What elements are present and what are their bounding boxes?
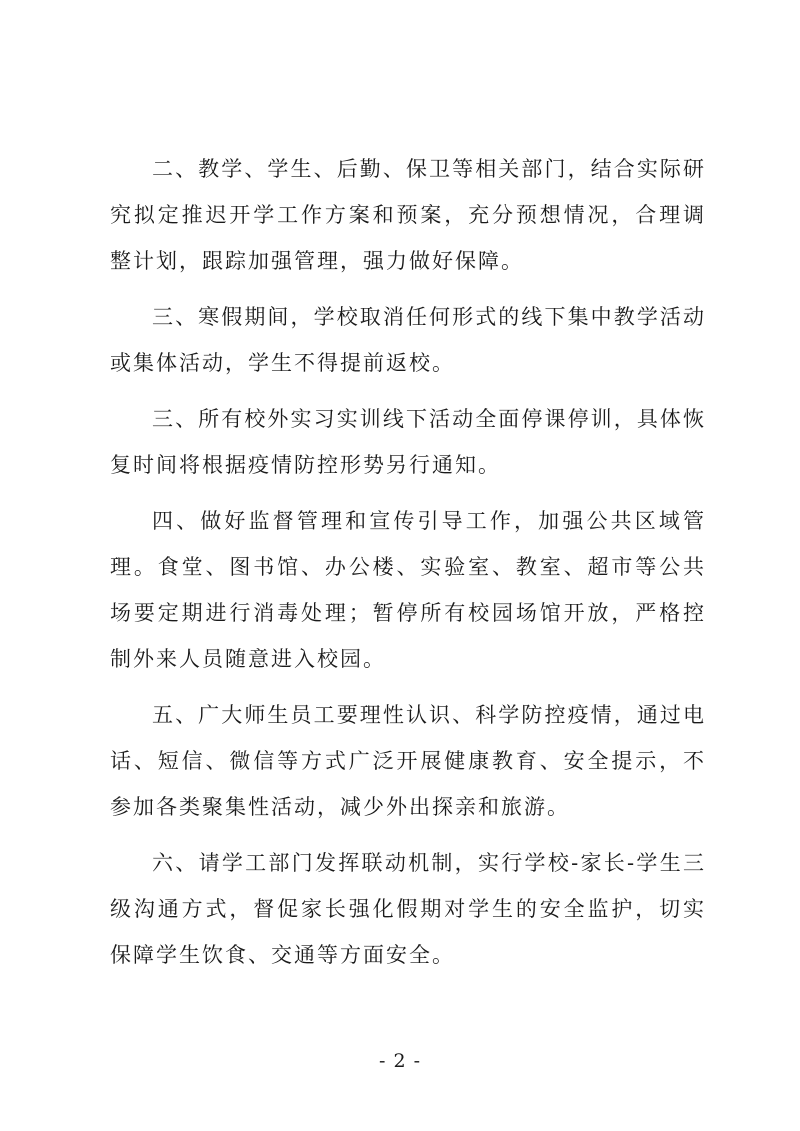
paragraph-5: 五、广大师生员工要理性认识、科学防控疫情，通过电话、短信、微信等方式广泛开展健康教育、安全提示，不参加各类聚集性活动，减少外出探亲和旅游。 bbox=[110, 703, 706, 819]
page-number: - 2 - bbox=[378, 1050, 421, 1072]
paragraph-3-internship: 三、所有校外实习实训线下活动全面停课停训，具体恢复时间将根据疫情防控形势另行通知。 bbox=[110, 407, 706, 477]
paragraph-3-winter-break: 三、寒假期间，学校取消任何形式的线下集中教学活动或集体活动，学生不得提前返校。 bbox=[110, 305, 706, 375]
paragraph-4: 四、做好监督管理和宣传引导工作，加强公共区域管理。食堂、图书馆、办公楼、实验室、教室、超市等公共场要定期进行消毒处理；暂停所有校园场馆开放，严格控制外来人员随意进入校园。 bbox=[110, 509, 706, 671]
document-body bbox=[110, 146, 706, 988]
paragraph-6: 六、请学工部门发挥联动机制，实行学校-家长-学生三级沟通方式，督促家长强化假期对学生的安全监护，切实保障学生饮食、交通等方面安全。 bbox=[110, 851, 706, 967]
paragraph-2: 二、教学、学生、后勤、保卫等相关部门，结合实际研究拟定推迟开学工作方案和预案，充分预想情况，合理调整计划，跟踪加强管理，强力做好保障。 bbox=[110, 157, 706, 273]
